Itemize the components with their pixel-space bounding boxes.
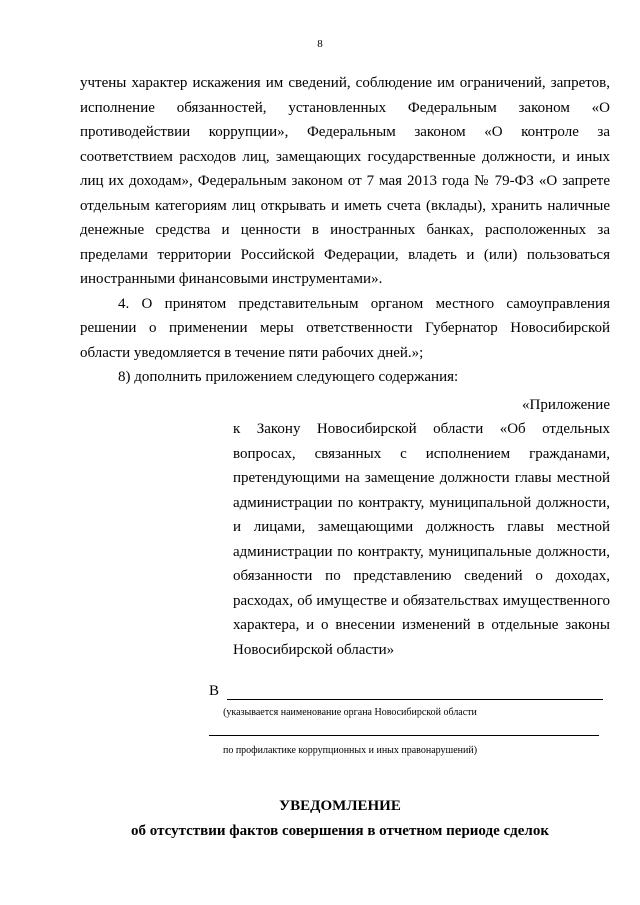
paragraph-continuation: учтены характер искажения им сведений, соблюдение им ограничений, запретов, исполнение обязанностей, установленных Федеральным законом «О противодействии коррупции», Федеральным законом «О контроле за соответствием расходов лиц, замещающих государственные должности, и иных лиц их доходам», Федеральным законом от 7 мая 2013 года № 79-ФЗ «О запрете отдельным категориям лиц открывать и иметь счета (вклады), хранить наличные денежные средства и ценности в иностранных банках, расположенных за пределами территории Российской Федерации, владеть и (или) пользоваться иностранными финансовыми инструментами». <box>80 75 610 287</box>
recipient-hint-2: по профилактике коррупционных и иных правонарушений) <box>222 745 478 756</box>
notice-title: УВЕДОМЛЕНИЕ <box>279 798 401 814</box>
recipient-prefix: В <box>209 683 220 699</box>
appendix-heading: «Приложение <box>521 397 610 413</box>
recipient-hint-1: (указывается наименование органа Новосибирской области <box>223 707 477 718</box>
recipient-line <box>227 699 603 700</box>
page-number: 8 <box>317 38 323 50</box>
paragraph-item-4: 4. О принятом представительным органом местного самоуправления решении о применении меры ответственности Губернатор Новосибирской области уведомляется в течение пяти рабочих дней.»; <box>80 295 610 361</box>
notice-subtitle: об отсутствии фактов совершения в отчетном периоде сделок <box>131 823 549 839</box>
main-text <box>80 71 610 390</box>
appendix-text: к Закону Новосибирской области «Об отдельных вопросах, связанных с исполнением гражданами, претендующими на замещение должности главы местной администрации по контракту, муниципальной должности, и лицами, замещающими должность главы местной администрации по контракту, муниципальные должности, обязанности по представлению сведений о доходах, расходах, об имуществе и обязательствах имущественного характера, и о внесении изменений в отдельные законы Новосибирской области» <box>233 421 610 658</box>
recipient-field <box>209 683 609 700</box>
recipient-line-2 <box>209 735 599 736</box>
paragraph-item-8: 8) дополнить приложением следующего содержания: <box>118 369 459 385</box>
